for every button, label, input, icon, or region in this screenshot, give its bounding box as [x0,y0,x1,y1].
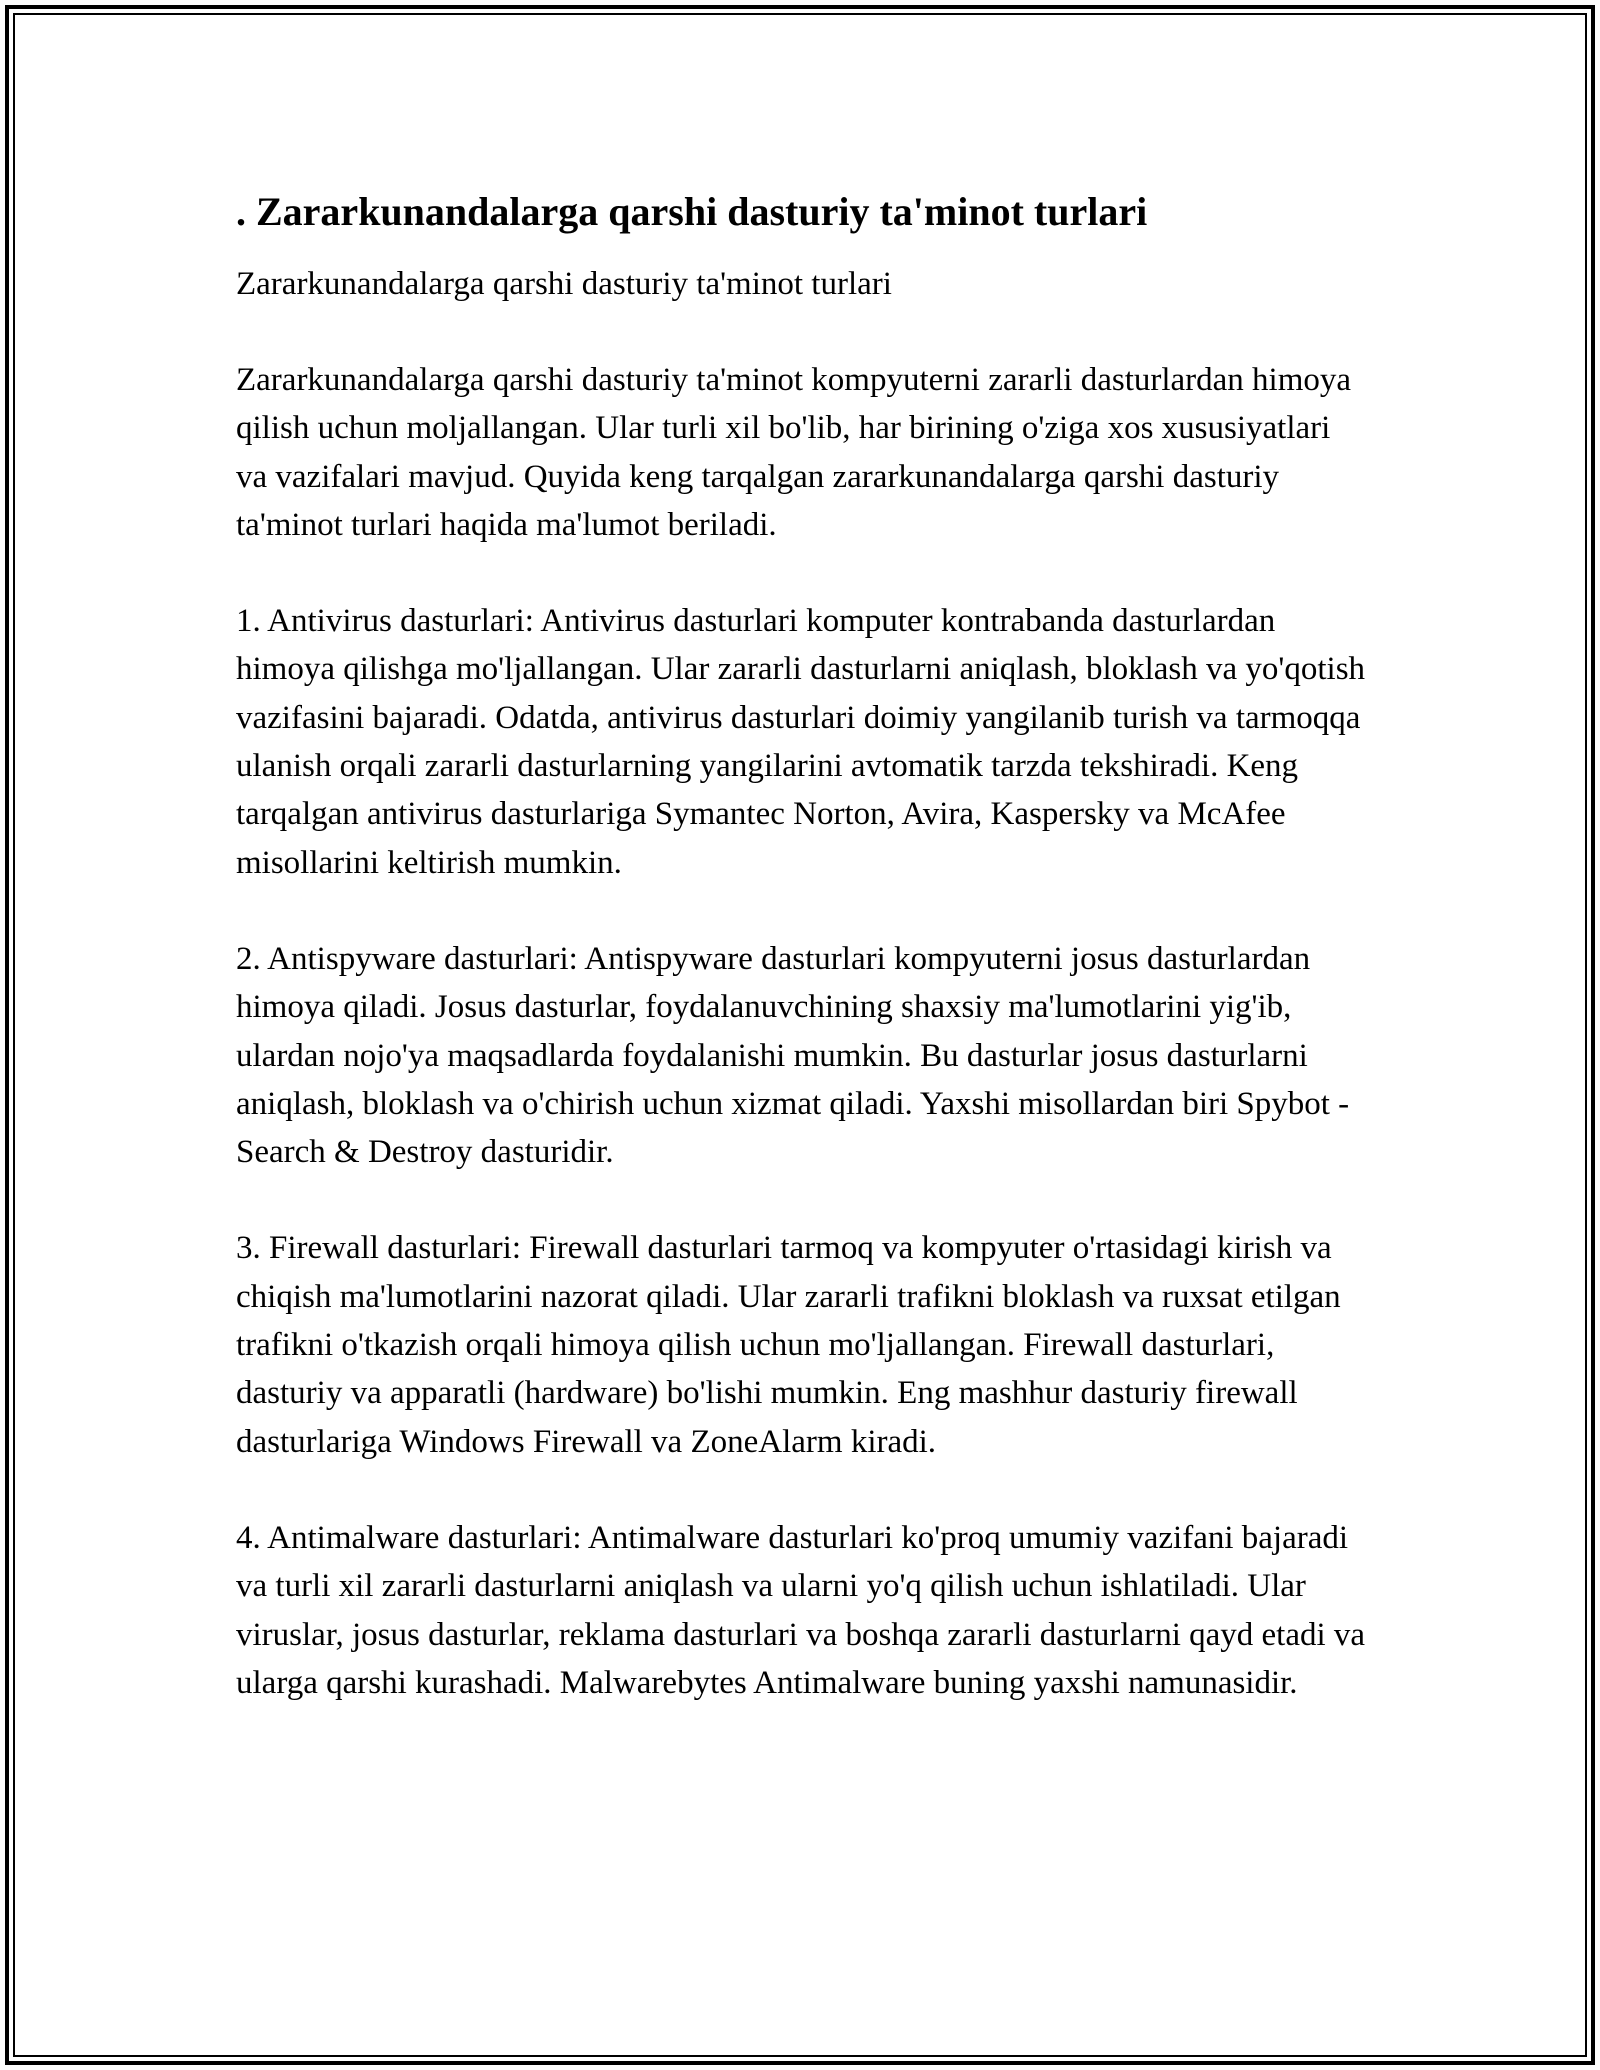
antivirus-paragraph: 1. Antivirus dasturlari: Antivirus dasturlari komputer kontrabanda dasturlardan himoya qilishga mo'ljallangan. Ular zararli dasturlarni aniqlash, bloklash va yo'qotish vazifasini bajaradi. Odatda, antivirus dasturlari doimiy yangilanib turish va tarmoqqa ulanish orqali zararli dasturlarning yangilarini avtomatik tarzda tekshiradi. Keng tarqalgan antivirus dasturlariga Symantec Norton, Avira, Kaspersky va McAfee misollarini keltirish mumkin. [236,603,1366,881]
antispyware-paragraph: 2. Antispyware dasturlari: Antispyware dasturlari kompyuterni josus dasturlardan himoya qiladi. Josus dasturlar, foydalanuvchining shaxsiy ma'lumotlarini yig'ib, ulardan nojo'ya maqsadlarda foydalanishi mumkin. Bu dasturlar josus dasturlarni aniqlash, bloklash va o'chirish uchun xizmat qiladi. Yaxshi misollardan biri Spybot - Search & Destroy dasturidir. [236,940,1350,1171]
document-body [236,186,1366,1755]
firewall-paragraph: 3. Firewall dasturlari: Firewall dasturlari tarmoq va kompyuter o'rtasidagi kirish va chiqish ma'lumotlarini nazorat qiladi. Ular zararli trafikni bloklash va ruxsat etilgan trafikni o'tkazish orqali himoya qilish uchun mo'ljallangan. Firewall dasturlari, dasturiy va apparatli (hardware) bo'lishi mumkin. Eng mashhur dasturiy firewall dasturlariga Windows Firewall va ZoneAlarm kiradi. [236,1230,1341,1460]
antimalware-paragraph: 4. Antimalware dasturlari: Antimalware dasturlari ko'proq umumiy vazifani bajaradi va turli xil zararli dasturlarni aniqlash va ularni yo'q qilish uchun ishlatiladi. Ular viruslar, josus dasturlar, reklama dasturlari va boshqa zararli dasturlarni qayd etadi va ularga qarshi kurashadi. Malwarebytes Antimalware buning yaxshi namunasidir. [236,1519,1366,1701]
document-subtitle: Zararkunandalarga qarshi dasturiy ta'minot turlari [236,266,892,302]
document-title: . Zararkunandalarga qarshi dasturiy ta'minot turlari [236,189,1148,234]
intro-paragraph: Zararkunandalarga qarshi dasturiy ta'minot kompyuterni zararli dasturlardan himoya qilish uchun moljallangan. Ular turli xil bo'lib, har birining o'ziga xos xususiyatlari va vazifalari mavjud. Quyida keng tarqalgan zararkunandalarga qarshi dasturiy ta'minot turlari haqida ma'lumot beriladi. [236,362,1352,543]
